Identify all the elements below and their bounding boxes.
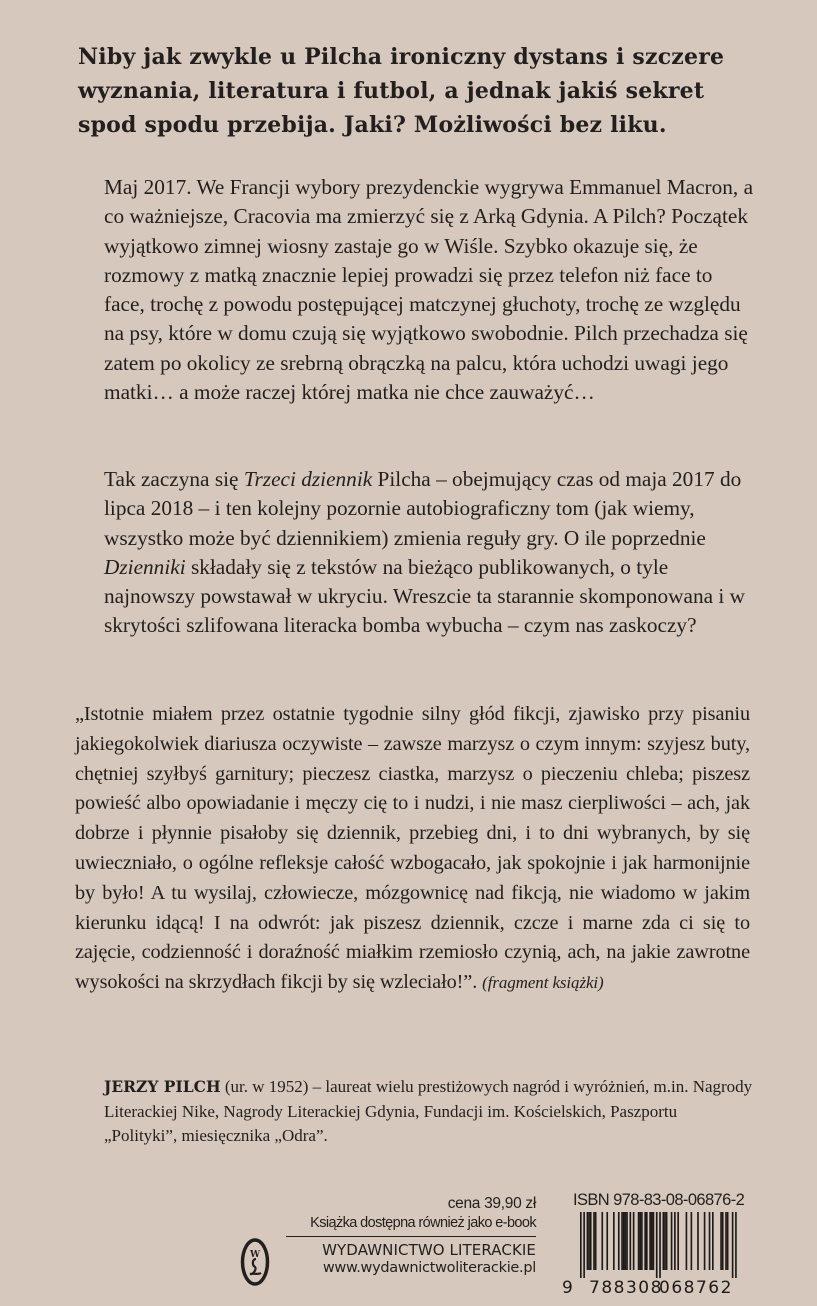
barcode-bar bbox=[625, 1212, 627, 1270]
barcode-digits-left: 788308 bbox=[589, 1278, 663, 1298]
barcode-bar bbox=[595, 1212, 597, 1270]
barcode-bar bbox=[709, 1212, 711, 1270]
barcode-digits-right: 068762 bbox=[659, 1278, 733, 1298]
barcode-bar bbox=[677, 1212, 679, 1270]
wl-logo-icon bbox=[240, 1237, 270, 1287]
barcode-bar bbox=[732, 1212, 734, 1278]
barcode-bar bbox=[621, 1212, 623, 1270]
description-paragraph-1: Maj 2017. We Francji wybory prezydenckie wygrywa Emmanuel Macron, a co ważniejsze, Cracovia ma zmierzyć się z Arką Gdynia. A Pilch? Początek wyjątkowo zimnej wiosny zastaje go w Wiśle. Szybko okazuje się, że rozmowy z matką znacznie lepiej prowadzi się przez telefon niż face to face, trochę z powodu postępującej matczynej głuchoty, trochę ze względu na psy, które w domu czują się wyjątkowo swobodnie. Pilch przechadza się zatem po okolicy ze srebrną obrączką na palcu, która uchodzi uwagi jego matki… a może raczej której matka nie chce zauważyć… bbox=[104, 175, 754, 405]
p2-text-3: składały się z tekstów na bieżąco publikowanych, o tyle najnowszy powstawał w ukryciu. Wreszcie ta starannie skomponowana i w skrytości szlifowana literacka bomba wybucha – czym nas zaskoczy? bbox=[104, 554, 746, 638]
barcode-bar bbox=[587, 1212, 589, 1270]
barcode-bar bbox=[659, 1212, 661, 1278]
barcode-bar bbox=[725, 1212, 727, 1270]
publisher-name: WYDAWNICTWO LITERACKIE bbox=[322, 1241, 536, 1259]
barcode-bar bbox=[583, 1212, 585, 1278]
barcode-bar bbox=[666, 1212, 668, 1270]
barcode-bar bbox=[580, 1212, 582, 1278]
author-name: JERZY PILCH bbox=[104, 1077, 221, 1096]
author-bio bbox=[104, 1075, 754, 1149]
series-title-italic: Dzienniki bbox=[104, 554, 186, 579]
barcode-bar bbox=[626, 1212, 628, 1270]
book-excerpt-quote bbox=[75, 700, 750, 998]
barcode-bar bbox=[656, 1212, 658, 1278]
barcode-bar bbox=[735, 1212, 737, 1278]
barcode-bar bbox=[646, 1212, 648, 1270]
barcode-bar bbox=[638, 1212, 640, 1270]
barcode-bar bbox=[606, 1212, 608, 1270]
p2-text-2: Pilcha – obejmujący czas od maja 2017 do lipca 2018 – i ten kolejny pozornie autobiograficzny tom (jak wiemy, wszystko może być dziennikiem) zmienia reguły gry. O ile poprzednie bbox=[104, 467, 742, 550]
barcode-bar bbox=[590, 1212, 592, 1270]
barcode-bar bbox=[613, 1212, 615, 1270]
barcode-bar bbox=[691, 1212, 693, 1270]
quote-text: „Istotnie miałem przez ostatnie tygodnie silny głód fikcji, zjawisko przy pisaniu jakiegokolwiek diariusza oczywiste – zawsze marzysz o czym innym: szyjesz buty, chętniej szyłbyś garnitury; pieczesz ciastka, marzysz o pieczeniu chleba; piszesz powieść albo opowiadanie i męczy cię to i nudzi, i nie masz cierpliwości – ach, jak dobrze i płynnie pisałoby się dziennik, przebieg dni, i to dni wybranych, by się uwieczniało, o ogólne refleksje całość wzbogacało, jak spokojnie i jak harmonijnie by było! A tu wysilaj, człowiecze, mózgownicę nad fikcją, nie wiadomo w jakim kierunku idącą! I na odwrót: jak piszesz dziennik, czcze i marne zda ci się to zajęcie, codzienność i doraźność miałkim rzemiosło czynią, ach, na jakie zawrotne wysokości na skrzydłach fikcji by się wzleciało!”. bbox=[75, 703, 750, 994]
barcode-bar bbox=[663, 1212, 665, 1270]
barcode-bar bbox=[633, 1212, 635, 1270]
author-bio-text: (ur. w 1952) – laureat wielu prestiżowych nagród i wyróżnień, m.in. Nagrody Literackiej Nike, Nagrody Literackiej Gdynia, Fundacji im. Kościelskich, Paszportu „Polityki”, miesięcznika „Odra”. bbox=[104, 1077, 753, 1145]
barcode-bar bbox=[674, 1212, 676, 1270]
svg-text:W: W bbox=[249, 1250, 261, 1260]
barcode-bar bbox=[712, 1212, 714, 1270]
quote-source: (fragment książki) bbox=[482, 973, 604, 993]
barcode-bar bbox=[727, 1212, 729, 1270]
barcode-bar bbox=[697, 1212, 699, 1270]
barcode-bar bbox=[588, 1212, 590, 1270]
barcode-icon bbox=[562, 1190, 782, 1300]
p2-text-1: Tak zaczyna się bbox=[104, 467, 244, 491]
barcode-bar bbox=[686, 1212, 688, 1270]
barcode-bar bbox=[722, 1212, 724, 1270]
barcode-bar bbox=[630, 1212, 632, 1270]
description-paragraph-2 bbox=[104, 465, 754, 641]
barcode-bar bbox=[593, 1212, 595, 1270]
isbn-barcode-block bbox=[562, 1190, 782, 1300]
barcode-bar bbox=[639, 1212, 641, 1270]
barcode-bar bbox=[641, 1212, 643, 1270]
price-label: cena 39,90 zł bbox=[447, 1195, 536, 1212]
isbn-label: ISBN 978-83-08-06876-2 bbox=[573, 1191, 745, 1209]
barcode-bar bbox=[704, 1212, 706, 1270]
publisher-url[interactable]: www.wydawnictwoliterackie.pl bbox=[322, 1260, 536, 1276]
barcode-digit-first: 9 bbox=[562, 1278, 573, 1298]
barcode-bar bbox=[651, 1212, 653, 1270]
barcode-bar bbox=[618, 1212, 620, 1270]
barcode-bar bbox=[649, 1212, 651, 1270]
barcode-bar bbox=[653, 1212, 655, 1270]
publisher-block bbox=[240, 1194, 536, 1276]
barcode-bar bbox=[623, 1212, 625, 1270]
barcode-bar bbox=[664, 1212, 666, 1270]
ebook-availability-note: Książka dostępna również jako e-book bbox=[286, 1214, 536, 1237]
book-title-italic: Trzeci dziennik bbox=[243, 467, 373, 491]
barcode-bar bbox=[720, 1212, 722, 1270]
barcode-bar bbox=[601, 1212, 603, 1270]
barcode-bar bbox=[671, 1212, 673, 1270]
barcode-bar bbox=[644, 1212, 646, 1270]
cover-headline: Niby jak zwykle u Pilcha ironiczny dystans i szczere wyznania, literatura i futbol, a jednak jakiś sekret spod spodu przebija. Jaki? Możliwości bez liku. bbox=[78, 44, 725, 138]
